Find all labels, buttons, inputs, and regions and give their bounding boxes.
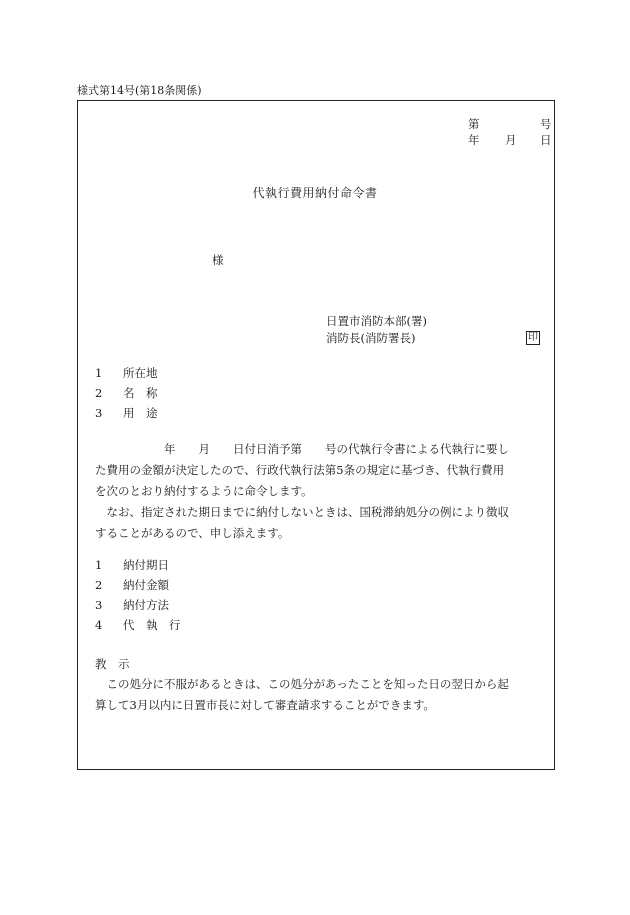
payment-item-3-label: 納付方法: [123, 598, 169, 612]
body-p2-line2: することがあるので、申し添えます。: [95, 526, 290, 540]
body-p1-line2: た費用の金額が決定したので、行政代執行法第5条の規定に基づき、代執行費用: [95, 463, 505, 477]
payment-item-1-num: 1: [95, 558, 103, 572]
payment-item-1-label: 納付期日: [123, 558, 169, 572]
target-item-1-label: 所在地: [123, 366, 158, 380]
payment-item-2-label: 納付金額: [123, 578, 169, 592]
seal-stamp: 印: [528, 332, 538, 343]
header-nen: 年: [468, 133, 480, 147]
instruction-line2: 算して3月以内に日置市長に対して審査請求することができます。: [95, 698, 435, 712]
payment-item-4-label: 代 執 行: [123, 618, 181, 632]
form-label: 様式第14号(第18条関係): [77, 84, 202, 97]
payment-item-3-num: 3: [95, 598, 103, 612]
document-frame: [77, 100, 555, 770]
target-item-3-label: 用 途: [123, 406, 158, 420]
recipient-sama: 様: [212, 253, 224, 267]
document-title: 代執行費用納付命令書: [252, 186, 378, 200]
body-p1-line1: 年 月 日付日消予第 号の代執行令書による代執行に要し: [95, 442, 509, 456]
header-dai: 第: [468, 117, 480, 131]
target-item-1-num: 1: [95, 366, 103, 380]
header-tsuki: 月: [505, 133, 517, 147]
instruction-heading: 教 示: [95, 657, 130, 671]
body-p1-line3: を次のとおり納付するように命令します。: [95, 484, 313, 498]
payment-item-2-num: 2: [95, 578, 103, 592]
target-item-2-num: 2: [95, 386, 103, 400]
header-go: 号: [540, 117, 552, 131]
issuer-line2: 消防長(消防署長): [326, 331, 416, 345]
header-hi: 日: [540, 133, 552, 147]
body-p2-line1: なお、指定された期日までに納付しないときは、国税滞納処分の例により徴収: [95, 505, 509, 519]
issuer-line1: 日置市消防本部(署): [326, 314, 427, 328]
instruction-line1: この処分に不服があるときは、この処分があったことを知った日の翌日から起: [95, 677, 509, 691]
target-item-3-num: 3: [95, 406, 103, 420]
target-item-2-label: 名 称: [123, 386, 158, 400]
payment-item-4-num: 4: [95, 618, 103, 632]
